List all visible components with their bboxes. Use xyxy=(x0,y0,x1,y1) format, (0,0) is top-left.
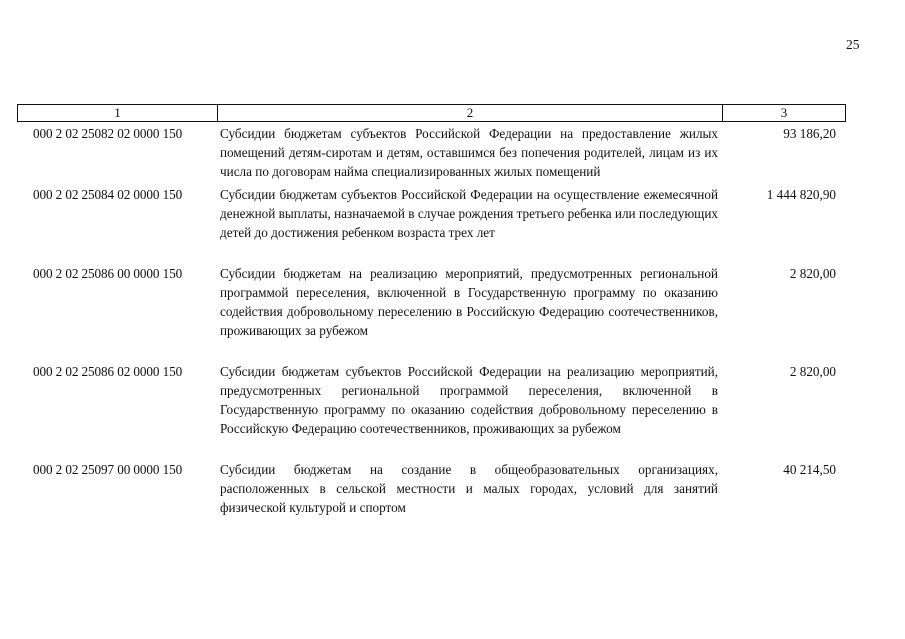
row-amount: 93 186,20 xyxy=(783,126,836,141)
row-amount: 2 820,00 xyxy=(789,266,836,281)
row-amount: 40 214,50 xyxy=(783,462,836,477)
row-description: Субсидии бюджетам субъектов Российской Федерации на реализацию мероприятий, предусмотренных региональной программой переселения, включенной в Государственную программу по оказанию содействия добровольному переселению в Российскую Федерацию соотечественников, проживающих за рубежом xyxy=(220,364,718,436)
row-amount: 1 444 820,90 xyxy=(766,187,836,202)
table-row xyxy=(17,460,846,517)
row-code: 000 2 02 25082 02 0000 150 xyxy=(33,126,183,141)
row-description: Субсидии бюджетам на создание в общеобразовательных организациях, расположенных в сельской местности и малых городах, условий для занятий физической культурой и спортом xyxy=(220,462,718,515)
row-description: Субсидии бюджетам субъектов Российской Федерации на предоставление жилых помещений детям-сиротам и детям, оставшимся без попечения родителей, лицам из их числа по договорам найма специализированных жилых помещений xyxy=(220,126,718,179)
row-code: 000 2 02 25084 02 0000 150 xyxy=(33,187,183,202)
budget-table xyxy=(17,104,846,517)
table-row xyxy=(17,124,846,181)
row-code: 000 2 02 25097 00 0000 150 xyxy=(33,462,183,477)
table-row xyxy=(17,185,846,242)
column-header-1: 1 xyxy=(18,105,218,121)
row-description: Субсидии бюджетам на реализацию мероприятий, предусмотренных региональной программой переселения, включенной в Государственную программу по оказанию содействия добровольному переселению в Российскую Федерацию соотечественников, проживающих за рубежом xyxy=(220,266,718,338)
table-row xyxy=(17,264,846,340)
table-header xyxy=(17,104,846,122)
column-header-2: 2 xyxy=(218,105,723,121)
row-code: 000 2 02 25086 00 0000 150 xyxy=(33,266,183,281)
row-amount: 2 820,00 xyxy=(789,364,836,379)
page-number: 25 xyxy=(846,37,860,52)
column-header-3: 3 xyxy=(780,105,788,120)
row-description: Субсидии бюджетам субъектов Российской Федерации на осуществление ежемесячной денежной выплаты, назначаемой в случае рождения третьего ребенка или последующих детей до достижения ребенком возраста трех лет xyxy=(220,187,718,240)
row-code: 000 2 02 25086 02 0000 150 xyxy=(33,364,183,379)
table-row xyxy=(17,362,846,438)
